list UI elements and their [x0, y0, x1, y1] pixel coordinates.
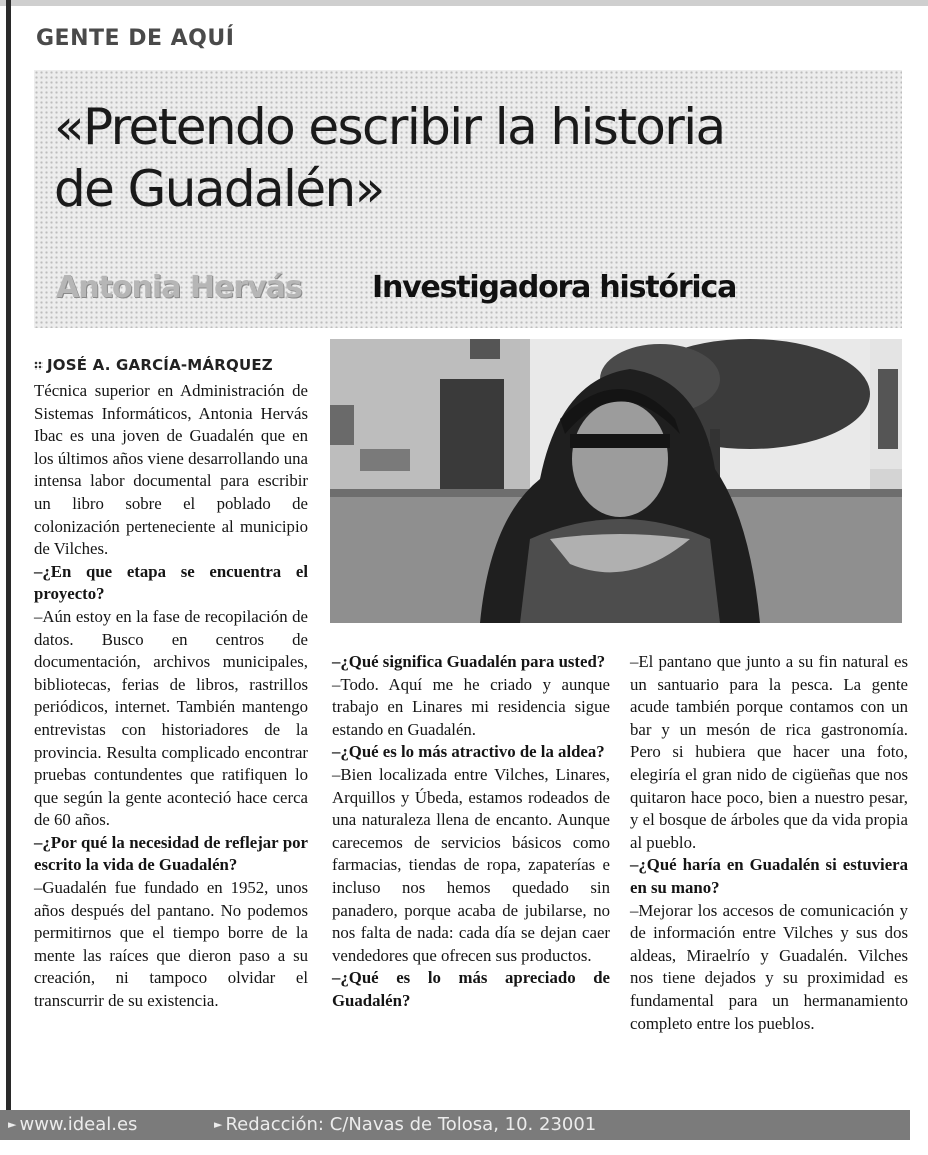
- author-bullet-icon: [34, 361, 43, 370]
- interviewee-role: Investigadora histórica: [372, 270, 737, 305]
- footer-bar: [0, 1110, 910, 1140]
- arrow-right-icon: ►: [214, 1118, 223, 1131]
- answer-4: –Bien localizada entre Vilches, Linares, Arquillos y Úbeda, estamos rodeados de una naturaleza llena de encanto. Aunque carecemos de servicios básicos como farmacias, tiendas de ropa, zapaterías e incluso nos hemos quedado sin panadero, porque acaba de jubilarse, no nos falta de nada: cada día se dejan caer vendedores que ofrecen sus productos.: [332, 764, 610, 965]
- question-6: –¿Qué haría en Guadalén si estuviera en su mano?: [630, 855, 908, 897]
- column-3: [630, 651, 908, 1035]
- author-name: JOSÉ A. GARCÍA-MÁRQUEZ: [47, 356, 273, 374]
- headline: [54, 96, 874, 220]
- question-1: –¿En que etapa se encuentra el proyecto?: [34, 561, 308, 604]
- column-1: [34, 380, 308, 1013]
- answer-6: –Mejorar los accesos de comunicación y de información entre Vilches y sus dos aldeas, Miraelrío y Guadalén. Vilches nos tiene dejados y su proximidad es fundamental para un hermanamiento completo entre los pueblos.: [630, 900, 908, 1033]
- question-2: –¿Por qué la necesidad de reflejar por escrito la vida de Guadalén?: [34, 832, 308, 875]
- answer-5: –El pantano que junto a su fin natural es un santuario para la pesca. La gente acude también porque contamos con un bar y un mesón de rica gastronomía. Pero si hubiera que hacer una foto, elegiría el gran nido de cigüeñas que nos quitaron hace poco, bien a nuestro pesar, y el bosque de árboles que da vida propia al pueblo.: [630, 652, 908, 852]
- column-2: [332, 651, 610, 1013]
- top-rule: [0, 0, 928, 6]
- footer-address: [214, 1114, 596, 1135]
- interviewee-name: Antonia Hervás: [56, 270, 302, 305]
- footer-website-text: www.ideal.es: [19, 1114, 138, 1135]
- photo-illustration: [330, 339, 902, 623]
- answer-2: –Guadalén fue fundado en 1952, unos años después del pantano. No podemos permitirnos que el tiempo borre de la mente las raíces que dieron paso a su creación, ni tampoco olvidar el transcurrir de su existencia.: [34, 878, 308, 1011]
- footer-address-text: Redacción: C/Navas de Tolosa, 10. 23001: [225, 1114, 597, 1135]
- question-4: –¿Qué es lo más atractivo de la aldea?: [332, 742, 605, 762]
- section-label: GENTE DE AQUÍ: [36, 26, 235, 51]
- arrow-right-icon: ►: [8, 1118, 17, 1131]
- author-credit: [34, 356, 273, 374]
- footer-website[interactable]: [8, 1114, 137, 1135]
- portrait-photo: [330, 339, 902, 623]
- answer-3: –Todo. Aquí me he criado y aunque trabajo en Linares mi residencia sigue estando en Guadalén.: [332, 674, 610, 739]
- headline-line-2: de Guadalén»: [54, 160, 384, 218]
- question-3: –¿Qué significa Guadalén para usted?: [332, 652, 606, 671]
- headline-line-1: «Pretendo escribir la historia: [54, 98, 725, 156]
- answer-1: –Aún estoy en la fase de recopilación de datos. Busco en centros de documentación, archivos municipales, bibliotecas, ferias de libros, rastrillos periódicos, internet. También mantengo entrevistas con historiadores de la provincia. Resulta complicado encontrar pruebas contundentes que ratifiquen lo que según la gente aconteció hace cerca de 60 años.: [34, 606, 308, 830]
- left-margin-rule: [6, 0, 11, 1110]
- question-5: –¿Qué es lo más apreciado de Guadalén?: [332, 968, 610, 1010]
- intro-paragraph: Técnica superior en Administración de Sistemas Informáticos, Antonia Hervás Ibac es una joven de Guadalén que en los últimos años viene desarrollando una intensa labor documental para escribir un libro sobre el poblado de colonización perteneciente al municipio de Vilches.: [34, 381, 308, 559]
